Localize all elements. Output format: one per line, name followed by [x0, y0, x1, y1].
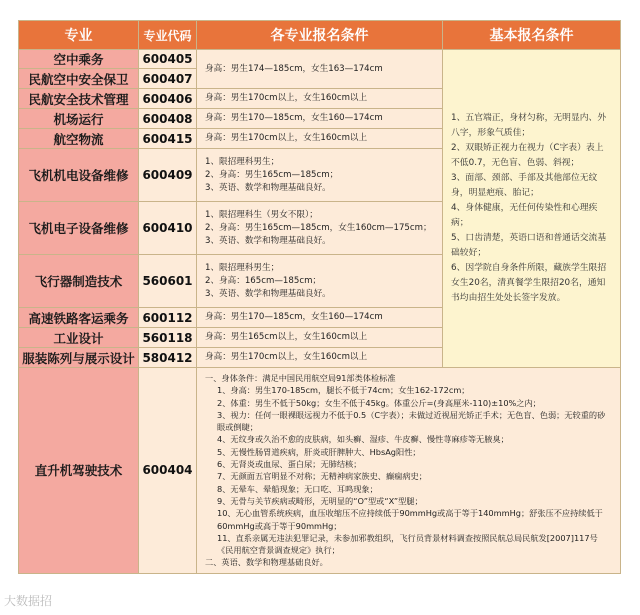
major-cell: 航空物流: [19, 129, 139, 149]
watermark: 大数据招: [4, 594, 53, 608]
basic-item: 5、口齿清楚，英语口语和普通话交流基础较好；: [451, 233, 607, 258]
condition-text: 身高：男生165cm以上，女生160cm以上: [205, 332, 368, 342]
condition-cell: [197, 129, 443, 149]
code-cell: 600405: [139, 50, 197, 69]
condition-line: 1、限招理科男生；: [205, 262, 280, 273]
admission-table: [18, 20, 621, 574]
condition-cell: [197, 255, 443, 308]
major-cell: 民航空中安全保卫: [19, 69, 139, 89]
heli-line: 1、身高：男生170-185cm，腿长不低于74cm；女生162-172cm；: [217, 385, 470, 396]
code-cell: 600410: [139, 202, 197, 255]
condition-cell: [197, 89, 443, 109]
condition-line: 2、身高：男生165cm—185cm，女生160cm—175cm；: [205, 222, 432, 233]
condition-text: 身高：男生170cm以上，女生160cm以上: [205, 352, 368, 362]
heli-line: 4、无纹身或久治不愈的皮肤病，如头癣、湿疹、牛皮癣、慢性荨麻疹等无腋臭；: [217, 434, 509, 445]
major-cell: 服装陈列与展示设计: [19, 348, 139, 368]
code-cell: 560118: [139, 328, 197, 348]
condition-cell: [197, 348, 443, 368]
condition-line: 3、英语、数学和物理基础良好。: [205, 182, 331, 193]
major-cell: 工业设计: [19, 328, 139, 348]
header-conditions: 各专业报名条件: [197, 21, 443, 50]
helicopter-conditions-cell: [197, 368, 621, 574]
condition-line: 1、限招理科生（男女不限）；: [205, 209, 318, 220]
heli-line: 7、无颜面五官明显不对称；无精神病家族史、癫痫病史；: [217, 471, 427, 482]
header-basic: 基本报名条件: [443, 21, 621, 50]
condition-text: 身高：男生174—185cm，女生163—174cm: [205, 63, 383, 74]
condition-line: 2、身高：男生165cm—185cm；: [205, 169, 339, 180]
heli-line: 一、身体条件：满足中国民用航空局91部类体检标准: [205, 373, 396, 383]
condition-cell: [197, 149, 443, 202]
code-cell: 600112: [139, 308, 197, 328]
major-cell: 民航安全技术管理: [19, 89, 139, 109]
basic-conditions-cell: [443, 50, 621, 368]
heli-line: 11、直系亲属无违法犯罪记录，未参加邪教组织，飞行员背景材料调查按照民航总局民航发[2007]117号《民用航空背景调查规定》执行；: [217, 532, 598, 556]
heli-line: 2、体重：男生不低于50kg；女生不低于45kg。体重公斤=(身高厘米-110)±10%之内；: [217, 397, 541, 408]
code-cell: 580412: [139, 348, 197, 368]
header-code: 专业代码: [139, 21, 197, 50]
basic-item: 1、五官端正，身材匀称，无明显内、外八字，形象气质佳；: [451, 113, 607, 138]
code-cell: 560601: [139, 255, 197, 308]
code-cell: 600409: [139, 149, 197, 202]
heli-line: 10、无心血管系统疾病，血压收缩压不应持续低于90mmHg或高于等于140mmHg；舒张压不应持续低于60mmHg或高于等于90mmHg；: [217, 508, 603, 531]
heli-line: 5、无慢性肠胃道疾病，肝炎或肝脾肿大、HbsAg阳性；: [217, 446, 421, 457]
condition-cell: [197, 308, 443, 328]
condition-text: 身高：男生170—185cm，女生160—174cm: [205, 113, 383, 123]
code-cell: 600408: [139, 109, 197, 129]
major-cell: 飞机机电设备维修: [19, 149, 139, 202]
condition-text: 身高：男生170—185cm，女生160—174cm: [205, 312, 383, 322]
condition-cell: [197, 50, 443, 89]
condition-text: 身高：男生170cm以上，女生160cm以上: [205, 93, 368, 103]
heli-line: 6、无肾炎或血尿、蛋白尿；无肺结核；: [217, 459, 362, 470]
condition-text: 身高：男生170cm以上，女生160cm以上: [205, 133, 368, 143]
condition-line: 1、限招理科男生；: [205, 156, 280, 167]
heli-line: 3、视力：任何一眼裸眼远视力不低于0.5（C字表）；未做过近视屈光矫正手术；无色盲、色弱；无较重的砂眼或倒睫；: [217, 409, 606, 433]
major-cell: 高速铁路客运乘务: [19, 308, 139, 328]
code-cell: 600407: [139, 69, 197, 89]
condition-cell: [197, 109, 443, 129]
heli-line: 8、无晕车、晕船现象；无口吃、耳鸣现象；: [217, 483, 378, 494]
code-cell: 600415: [139, 129, 197, 149]
major-cell: 直升机驾驶技术: [19, 368, 139, 574]
code-cell: 600406: [139, 89, 197, 109]
condition-cell: [197, 202, 443, 255]
basic-item: 4、身体健康，无任何传染性和心理疾病；: [451, 203, 598, 228]
basic-item: 3、面部、颈部、手部及其他部位无纹身，明显疤痕、胎记；: [451, 173, 598, 198]
major-cell: 空中乘务: [19, 50, 139, 69]
heli-line: 9、无骨与关节疾病或畸形，无明显的“O”型或“X”型腿；: [217, 495, 423, 506]
basic-item: 2、双眼矫正视力在视力（C字表）表上不低0.7，无色盲、色弱、斜视；: [451, 143, 604, 168]
header-major: 专业: [19, 21, 139, 50]
major-cell: 飞行器制造技术: [19, 255, 139, 308]
basic-item: 6、因学院自身条件所限，藏族学生限招女生20名，清真餐学生限招20名，通知书均由招生处处长签字发放。: [451, 263, 607, 303]
major-cell: 机场运行: [19, 109, 139, 129]
condition-line: 3、英语、数学和物理基础良好。: [205, 288, 331, 299]
code-cell: 600404: [139, 368, 197, 574]
condition-line: 3、英语、数学和物理基础良好。: [205, 235, 331, 246]
heli-line: 二、英语、数学和物理基础良好。: [205, 557, 328, 568]
major-cell: 飞机电子设备维修: [19, 202, 139, 255]
condition-cell: [197, 328, 443, 348]
condition-line: 2、身高：165cm—185cm；: [205, 275, 322, 286]
